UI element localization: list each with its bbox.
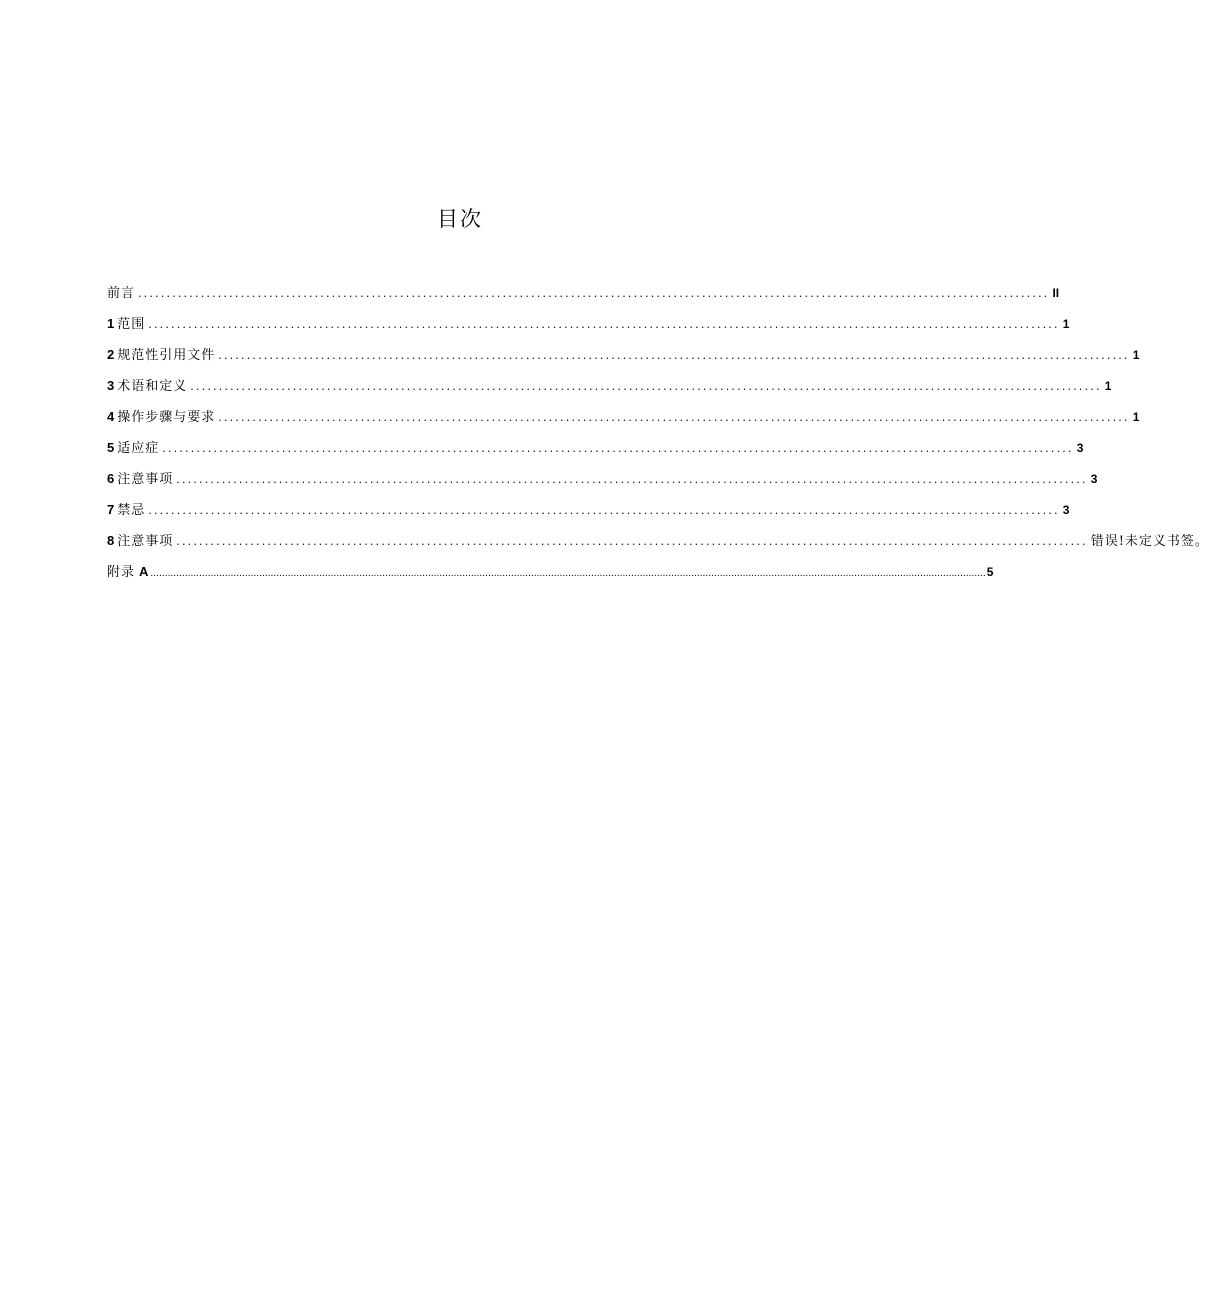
toc-page-number: 1 (1132, 348, 1140, 362)
page-title: 目次 (437, 207, 483, 231)
toc-leader-dots: ................................................................................................................................................................ (218, 349, 1130, 362)
toc-entry-label: 适应症 (117, 441, 160, 456)
toc-appendix-letter: A (139, 564, 150, 579)
toc-leader-dots: ................................................................................................................................................................ (148, 318, 1060, 331)
toc-entry-label: 范围 (117, 317, 146, 332)
toc-page-number: 5 (986, 565, 994, 579)
toc-entry-label: 禁忌 (117, 503, 146, 518)
toc-section-number: 3 (107, 378, 115, 393)
toc-section-number: 4 (107, 409, 115, 424)
toc-appendix-word: 附录 (107, 565, 136, 580)
toc-entry-indications[interactable] (107, 438, 1084, 469)
toc-leader-dots: ................................................................................................................................................................ (148, 504, 1060, 517)
toc-page-number: 3 (1076, 441, 1084, 455)
toc-bookmark-error: 错误!未定义书签。 (1090, 534, 1209, 549)
toc-entry-label: 规范性引用文件 (117, 348, 216, 363)
toc-leader-dots: ................................................................................................................................................................ (218, 411, 1130, 424)
toc-entry-label: 前言 (107, 286, 136, 301)
toc-entry-scope[interactable] (107, 314, 1070, 345)
toc-entry-label: 注意事项 (117, 534, 174, 549)
toc-entry-label: 术语和定义 (117, 379, 188, 394)
toc-entry-contraindications[interactable] (107, 500, 1070, 531)
toc-section-number: 1 (107, 316, 115, 331)
toc-leader-dots: ................................................................................................................................................................ (190, 380, 1102, 393)
toc-entry-precautions[interactable] (107, 469, 1098, 500)
toc-entry-foreword[interactable] (107, 283, 1060, 314)
toc-leader-dots: .................................................................................................................................................................................................................................................................................................... (150, 569, 986, 579)
toc-entry-normative-references[interactable] (107, 345, 1140, 376)
toc-page-number: 3 (1062, 503, 1070, 517)
toc-entry-appendix-a[interactable] (107, 562, 994, 593)
toc-section-number: 7 (107, 502, 115, 517)
toc-section-number: 2 (107, 347, 115, 362)
toc-entry-precautions-2[interactable] (107, 531, 1209, 562)
toc-page-number: 3 (1090, 472, 1098, 486)
toc-entry-terms-definitions[interactable] (107, 376, 1112, 407)
toc-entry-label (107, 562, 149, 583)
toc-entry-procedures[interactable] (107, 407, 1140, 438)
toc-leader-dots: ................................................................................................................................................................ (138, 287, 1050, 300)
toc-page-number: 1 (1062, 317, 1070, 331)
toc-entry-label: 注意事项 (117, 472, 174, 487)
toc-leader-dots: ................................................................................................................................................................ (176, 473, 1088, 486)
toc-section-number: 6 (107, 471, 115, 486)
toc-section-number: 5 (107, 440, 115, 455)
toc-page-number: 1 (1132, 410, 1140, 424)
toc-section-number: 8 (107, 533, 115, 548)
toc-leader-dots: ................................................................................................................................................................ (176, 535, 1088, 548)
toc-entry-label: 操作步骤与要求 (117, 410, 216, 425)
table-of-contents (107, 283, 1209, 593)
toc-page-number: II (1052, 286, 1060, 300)
toc-leader-dots: ................................................................................................................................................................ (162, 442, 1074, 455)
toc-page-number: 1 (1104, 379, 1112, 393)
